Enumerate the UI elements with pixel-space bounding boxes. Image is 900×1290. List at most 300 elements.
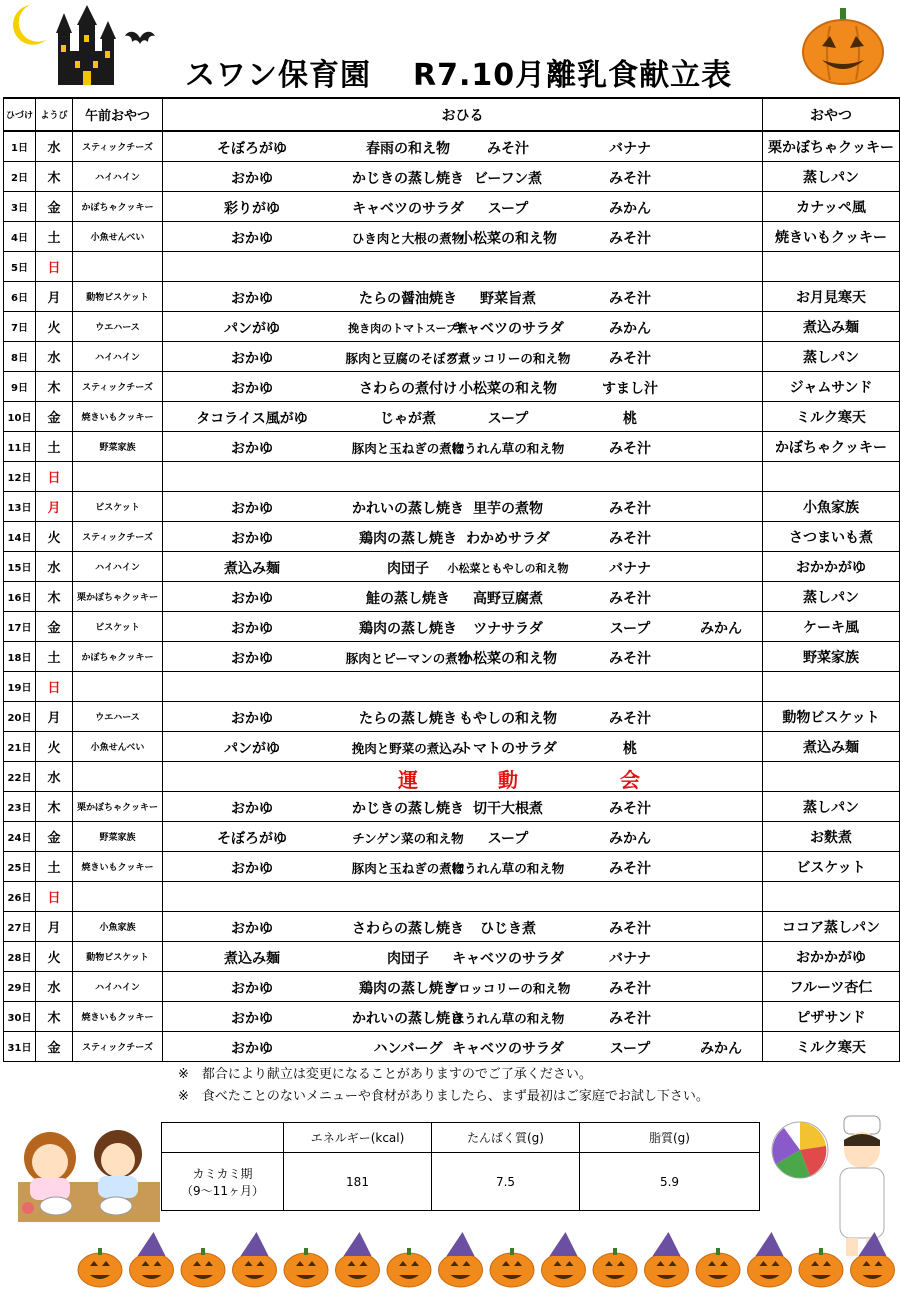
weekday-cell: 木 (36, 372, 73, 402)
weekday-cell: 火 (36, 942, 73, 972)
lunch-item: トマトのサラダ (459, 741, 557, 757)
weekday-cell: 月 (36, 912, 73, 942)
lunch-cell (163, 342, 763, 372)
weekday-cell: 土 (36, 222, 73, 252)
lunch-item: みそ汁 (609, 531, 651, 547)
weekday-cell: 火 (36, 312, 73, 342)
lunch-item: みそ汁 (609, 291, 651, 307)
day-cell: 6日 (4, 282, 36, 312)
lunch-cell (163, 792, 763, 822)
lunch-item: バナナ (609, 561, 651, 577)
menu-row (4, 852, 900, 882)
lunch-item: ビーフン煮 (473, 171, 543, 187)
witch-pumpkin-icon (130, 1232, 174, 1287)
pm-snack-cell: 栗かぼちゃクッキー (763, 131, 900, 162)
lunch-item: たらの醤油焼き (359, 291, 457, 307)
weekday-cell: 金 (36, 402, 73, 432)
lunch-cell (163, 552, 763, 582)
lunch-item: 豚肉と豆腐のそぼろ煮 (345, 351, 471, 366)
lunch-item: すまし汁 (602, 381, 658, 397)
day-cell: 18日 (4, 642, 36, 672)
lunch-item: もやしの和え物 (459, 711, 557, 727)
lunch-item: パンがゆ (224, 321, 280, 337)
jack-o-lantern-icon (800, 6, 886, 86)
am-snack-cell: 動物ビスケット (73, 282, 163, 312)
lunch-cell (163, 1002, 763, 1032)
lunch-item: 切干大根煮 (473, 801, 543, 817)
menu-row (4, 792, 900, 822)
day-cell: 20日 (4, 702, 36, 732)
lunch-cell (163, 912, 763, 942)
am-snack-cell (73, 672, 163, 702)
lunch-item: ツナサラダ (473, 621, 543, 637)
lunch-item: 豚肉とピーマンの煮物 (345, 651, 471, 666)
day-cell: 28日 (4, 942, 36, 972)
witch-pumpkin-icon (748, 1232, 792, 1287)
lunch-item: 鶏肉の蒸し焼き (359, 621, 457, 637)
weekday-cell: 木 (36, 792, 73, 822)
pm-snack-cell: おかかがゆ (763, 552, 900, 582)
menu-row (4, 642, 900, 672)
lunch-item: そぼろがゆ (217, 831, 287, 847)
pm-snack-cell: さつまいも煮 (763, 522, 900, 552)
lunch-item: みそ汁 (609, 801, 651, 817)
nursery-name: スワン保育園 (185, 58, 371, 93)
weekday-cell: 水 (36, 342, 73, 372)
menu-row (4, 131, 900, 162)
menu-row (4, 192, 900, 222)
am-snack-cell: 動物ビスケット (73, 942, 163, 972)
pm-snack-cell: 動物ビスケット (763, 702, 900, 732)
nutrition-protein-value: 7.5 (432, 1153, 580, 1211)
witch-pumpkin-icon (542, 1232, 586, 1287)
lunch-item: みかん (609, 831, 651, 847)
lunch-cell (163, 942, 763, 972)
lunch-item: パンがゆ (224, 741, 280, 757)
nutrition-header-energy: エネルギー(kcal) (284, 1123, 432, 1153)
menu-row (4, 522, 900, 552)
weekday-cell: 金 (36, 192, 73, 222)
day-cell: 12日 (4, 462, 36, 492)
am-snack-cell (73, 252, 163, 282)
note-line: ※ 食べたことのないメニューや食材がありましたら、まず最初はご家庭でお試し下さい。 (178, 1089, 709, 1104)
lunch-cell (163, 282, 763, 312)
lunch-item: スープ (487, 411, 529, 427)
pumpkin-icon (387, 1248, 431, 1287)
lunch-item: スープ (487, 201, 529, 217)
lunch-cell (163, 492, 763, 522)
pm-snack-cell: ビスケット (763, 852, 900, 882)
am-snack-cell: 焼きいもクッキー (73, 402, 163, 432)
menu-row (4, 672, 900, 702)
weekday-cell: 月 (36, 492, 73, 522)
header-weekday: ようび (36, 98, 73, 131)
pm-snack-cell: 蒸しパン (763, 342, 900, 372)
lunch-item: みかん (609, 321, 651, 337)
weekday-cell: 木 (36, 1002, 73, 1032)
day-cell: 2日 (4, 162, 36, 192)
pm-snack-cell: 小魚家族 (763, 492, 900, 522)
day-cell: 11日 (4, 432, 36, 462)
lunch-cell (163, 642, 763, 672)
weekday-cell: 日 (36, 882, 73, 912)
am-snack-cell: ウエハース (73, 702, 163, 732)
weekday-cell: 木 (36, 162, 73, 192)
lunch-item: おかゆ (231, 621, 273, 637)
lunch-item: みそ汁 (609, 171, 651, 187)
lunch-cell (163, 252, 763, 282)
pm-snack-cell: ココア蒸しパン (763, 912, 900, 942)
day-cell: 5日 (4, 252, 36, 282)
lunch-item: 里芋の煮物 (473, 501, 543, 517)
menu-header-row (4, 98, 900, 131)
menu-row (4, 912, 900, 942)
menu-row (4, 402, 900, 432)
menu-row (4, 942, 900, 972)
weekday-cell: 土 (36, 642, 73, 672)
event-char: 運 (398, 768, 418, 792)
lunch-item: 野菜旨煮 (480, 291, 536, 307)
menu-row (4, 312, 900, 342)
lunch-cell (163, 131, 763, 162)
day-cell: 14日 (4, 522, 36, 552)
lunch-item: チンゲン菜の和え物 (352, 831, 464, 846)
lunch-item: ハンバーグ (373, 1041, 443, 1057)
am-snack-cell: ウエハース (73, 312, 163, 342)
lunch-item: キャベツのサラダ (352, 201, 464, 217)
pumpkin-icon (181, 1248, 225, 1287)
lunch-item: おかゆ (231, 171, 273, 187)
lunch-item: 彩りがゆ (224, 201, 280, 217)
lunch-item: みそ汁 (609, 1011, 651, 1027)
lunch-item: みかん (700, 621, 742, 637)
lunch-cell (163, 972, 763, 1002)
menu-row (4, 582, 900, 612)
am-snack-cell: 野菜家族 (73, 432, 163, 462)
lunch-cell (163, 372, 763, 402)
nutrition-table (161, 1122, 760, 1211)
menu-row (4, 252, 900, 282)
lunch-item: みかん (609, 201, 651, 217)
menu-row (4, 882, 900, 912)
am-snack-cell: スティックチーズ (73, 522, 163, 552)
lunch-item: みかん (700, 1041, 742, 1057)
am-snack-cell: スティックチーズ (73, 372, 163, 402)
menu-row (4, 372, 900, 402)
lunch-item: 煮込み麺 (224, 951, 280, 967)
am-snack-cell: 焼きいもクッキー (73, 1002, 163, 1032)
menu-row (4, 282, 900, 312)
day-cell: 29日 (4, 972, 36, 1002)
bat-icon (124, 26, 156, 50)
lunch-item: 桃 (623, 411, 637, 427)
lunch-cell (163, 672, 763, 702)
lunch-item: みそ汁 (609, 591, 651, 607)
lunch-item: バナナ (609, 951, 651, 967)
pm-snack-cell (763, 672, 900, 702)
witch-pumpkin-icon (645, 1232, 689, 1287)
day-cell: 24日 (4, 822, 36, 852)
pumpkin-icon (284, 1248, 328, 1287)
weekday-cell: 土 (36, 432, 73, 462)
weekday-cell: 水 (36, 762, 73, 792)
header-day: ひづけ (4, 98, 36, 131)
lunch-item: 鮭の蒸し焼き (366, 591, 450, 607)
header (0, 0, 900, 96)
am-snack-cell: 小魚せんべい (73, 222, 163, 252)
witch-pumpkin-icon (851, 1232, 895, 1287)
lunch-cell (163, 432, 763, 462)
pm-snack-cell: 煮込み麺 (763, 312, 900, 342)
weekday-cell: 火 (36, 522, 73, 552)
day-cell: 26日 (4, 882, 36, 912)
lunch-item: おかゆ (231, 531, 273, 547)
menu-row (4, 702, 900, 732)
lunch-item: みそ汁 (609, 921, 651, 937)
pm-snack-cell: ミルク寒天 (763, 402, 900, 432)
lunch-item: さわらの煮付け (359, 381, 457, 397)
weekday-cell: 水 (36, 972, 73, 1002)
crescent-moon-icon (8, 2, 48, 48)
day-cell: 31日 (4, 1032, 36, 1062)
am-snack-cell: 小魚家族 (73, 912, 163, 942)
menu-row (4, 972, 900, 1002)
lunch-item: おかゆ (231, 981, 273, 997)
am-snack-cell: 栗かぼちゃクッキー (73, 792, 163, 822)
day-cell: 25日 (4, 852, 36, 882)
pm-snack-cell: ケーキ風 (763, 612, 900, 642)
weekday-cell: 金 (36, 612, 73, 642)
pm-snack-cell: フルーツ杏仁 (763, 972, 900, 1002)
lunch-item: おかゆ (231, 651, 273, 667)
lunch-item: みそ汁 (487, 141, 529, 157)
day-cell: 17日 (4, 612, 36, 642)
nutrition-header-row (162, 1123, 760, 1153)
am-snack-cell: ビスケット (73, 612, 163, 642)
lunch-item: みそ汁 (609, 231, 651, 247)
lunch-item: 煮込み麺 (224, 561, 280, 577)
pm-snack-cell: ミルク寒天 (763, 1032, 900, 1062)
lunch-cell (163, 462, 763, 492)
lunch-cell (163, 222, 763, 252)
lunch-item: 肉団子 (387, 951, 429, 967)
day-cell: 9日 (4, 372, 36, 402)
lunch-item: 挽き肉のトマトスープ煮 (348, 322, 468, 335)
lunch-cell (163, 882, 763, 912)
am-snack-cell: 焼きいもクッキー (73, 852, 163, 882)
page-title (185, 50, 732, 94)
am-snack-cell: 小魚せんべい (73, 732, 163, 762)
weekday-cell: 月 (36, 282, 73, 312)
menu-row (4, 492, 900, 522)
lunch-item: おかゆ (231, 1041, 273, 1057)
nutrition-fat-value: 5.9 (580, 1153, 760, 1211)
lunch-cell (163, 582, 763, 612)
day-cell: 23日 (4, 792, 36, 822)
pm-snack-cell: 蒸しパン (763, 162, 900, 192)
lunch-item: ほうれん草の和え物 (451, 861, 565, 876)
nutrition-row (162, 1153, 760, 1211)
pm-snack-cell: カナッペ風 (763, 192, 900, 222)
pm-snack-cell (763, 762, 900, 792)
haunted-castle-icon (50, 5, 120, 87)
weekday-cell: 日 (36, 672, 73, 702)
am-snack-cell: かぼちゃクッキー (73, 192, 163, 222)
witch-pumpkin-icon (336, 1232, 380, 1287)
lunch-item: みそ汁 (609, 501, 651, 517)
pumpkin-icon (78, 1248, 122, 1287)
pm-snack-cell (763, 252, 900, 282)
lunch-item: おかゆ (231, 291, 273, 307)
menu-row (4, 462, 900, 492)
lunch-item: じゃが煮 (380, 411, 436, 427)
day-cell: 22日 (4, 762, 36, 792)
lunch-item: スープ (609, 1041, 651, 1057)
lunch-cell (163, 702, 763, 732)
am-snack-cell: かぼちゃクッキー (73, 642, 163, 672)
pm-snack-cell: 野菜家族 (763, 642, 900, 672)
lunch-item: みそ汁 (609, 651, 651, 667)
lunch-cell (163, 402, 763, 432)
day-cell: 30日 (4, 1002, 36, 1032)
am-snack-cell: スティックチーズ (73, 1032, 163, 1062)
lunch-item: みそ汁 (609, 441, 651, 457)
lunch-item: ほうれん草の和え物 (451, 1011, 565, 1026)
lunch-item: 春雨の和え物 (366, 141, 450, 157)
notes (178, 1064, 709, 1108)
lunch-item: 高野豆腐煮 (473, 591, 543, 607)
stage-age: （9～11ヶ月） (181, 1183, 264, 1198)
lunch-item: タコライス風がゆ (196, 411, 308, 427)
menu-title: R7.10月離乳食献立表 (413, 58, 733, 93)
lunch-item: バナナ (609, 141, 651, 157)
lunch-cell (163, 312, 763, 342)
lunch-item: キャベツのサラダ (452, 1041, 564, 1057)
pumpkin-icon (799, 1248, 843, 1287)
lunch-item: 小松菜の和え物 (459, 651, 557, 667)
menu-row (4, 732, 900, 762)
lunch-item: かじきの蒸し焼き (352, 801, 464, 817)
lunch-item: おかゆ (231, 711, 273, 727)
witch-pumpkin-icon (233, 1232, 277, 1287)
lunch-item: かじきの蒸し焼き (352, 171, 464, 187)
menu-row (4, 1002, 900, 1032)
lunch-item: スープ (609, 621, 651, 637)
lunch-item: そぼろがゆ (217, 141, 287, 157)
day-cell: 21日 (4, 732, 36, 762)
weekday-cell: 木 (36, 582, 73, 612)
pumpkin-icon (593, 1248, 637, 1287)
lunch-item: ひき肉と大根の煮物 (351, 231, 465, 246)
lunch-item: ほうれん草の和え物 (451, 441, 565, 456)
lunch-item: おかゆ (231, 591, 273, 607)
nutrition-row-label (162, 1153, 284, 1211)
lunch-cell (163, 162, 763, 192)
header-lunch: おひる (163, 98, 763, 131)
witch-pumpkin-icon (439, 1232, 483, 1287)
lunch-item: みそ汁 (609, 981, 651, 997)
am-snack-cell: ハイハイン (73, 342, 163, 372)
lunch-item: キャベツのサラダ (452, 951, 564, 967)
am-snack-cell: 栗かぼちゃクッキー (73, 582, 163, 612)
menu-row (4, 762, 900, 792)
am-snack-cell (73, 462, 163, 492)
lunch-item: わかめサラダ (466, 531, 550, 547)
menu-row (4, 612, 900, 642)
day-cell: 27日 (4, 912, 36, 942)
pm-snack-cell: 蒸しパン (763, 582, 900, 612)
lunch-item: みそ汁 (609, 351, 651, 367)
weekday-cell: 金 (36, 822, 73, 852)
am-snack-cell: スティックチーズ (73, 131, 163, 162)
pumpkin-icon (696, 1248, 740, 1287)
day-cell: 15日 (4, 552, 36, 582)
weekday-cell: 水 (36, 131, 73, 162)
event-char: 会 (620, 768, 640, 792)
header-pm-snack: おやつ (763, 98, 900, 131)
day-cell: 1日 (4, 131, 36, 162)
lunch-item: おかゆ (231, 441, 273, 457)
lunch-cell (163, 732, 763, 762)
day-cell: 4日 (4, 222, 36, 252)
menu-row (4, 222, 900, 252)
nutrition-header-protein: たんぱく質(g) (432, 1123, 580, 1153)
pm-snack-cell: 蒸しパン (763, 792, 900, 822)
menu-row (4, 1032, 900, 1062)
lunch-item: さわらの蒸し焼き (352, 921, 464, 937)
lunch-cell (163, 522, 763, 552)
day-cell: 10日 (4, 402, 36, 432)
menu-row (4, 432, 900, 462)
lunch-item: おかゆ (231, 1011, 273, 1027)
lunch-item: おかゆ (231, 921, 273, 937)
menu-row (4, 342, 900, 372)
lunch-item: みそ汁 (609, 861, 651, 877)
children-eating-illustration (4, 1106, 164, 1222)
nutrition-header-fat: 脂質(g) (580, 1123, 760, 1153)
lunch-item: 豚肉と玉ねぎの煮物 (351, 441, 465, 456)
pm-snack-cell: ジャムサンド (763, 372, 900, 402)
lunch-item: みそ汁 (609, 711, 651, 727)
pm-snack-cell: お麩煮 (763, 822, 900, 852)
weekday-cell: 火 (36, 732, 73, 762)
day-cell: 19日 (4, 672, 36, 702)
am-snack-cell (73, 882, 163, 912)
nutrition-corner (162, 1123, 284, 1153)
menu-row (4, 822, 900, 852)
am-snack-cell: ハイハイン (73, 972, 163, 1002)
lunch-item: ひじき煮 (480, 921, 536, 937)
am-snack-cell: ビスケット (73, 492, 163, 522)
event-char: 動 (498, 768, 518, 792)
weekday-cell: 水 (36, 552, 73, 582)
day-cell: 7日 (4, 312, 36, 342)
lunch-cell (163, 852, 763, 882)
pm-snack-cell: ピザサンド (763, 1002, 900, 1032)
weekday-cell: 月 (36, 702, 73, 732)
lunch-cell (163, 192, 763, 222)
lunch-item: 豚肉と玉ねぎの煮物 (351, 861, 465, 876)
lunch-item: キャベツのサラダ (452, 321, 564, 337)
lunch-item: ブロッコリーの和え物 (445, 981, 571, 996)
lunch-item: おかゆ (231, 861, 273, 877)
lunch-item: おかゆ (231, 351, 273, 367)
lunch-cell (163, 822, 763, 852)
lunch-item: 挽肉と野菜の煮込み (351, 741, 465, 756)
day-cell: 16日 (4, 582, 36, 612)
nutrition-energy-value: 181 (284, 1153, 432, 1211)
lunch-cell (163, 612, 763, 642)
